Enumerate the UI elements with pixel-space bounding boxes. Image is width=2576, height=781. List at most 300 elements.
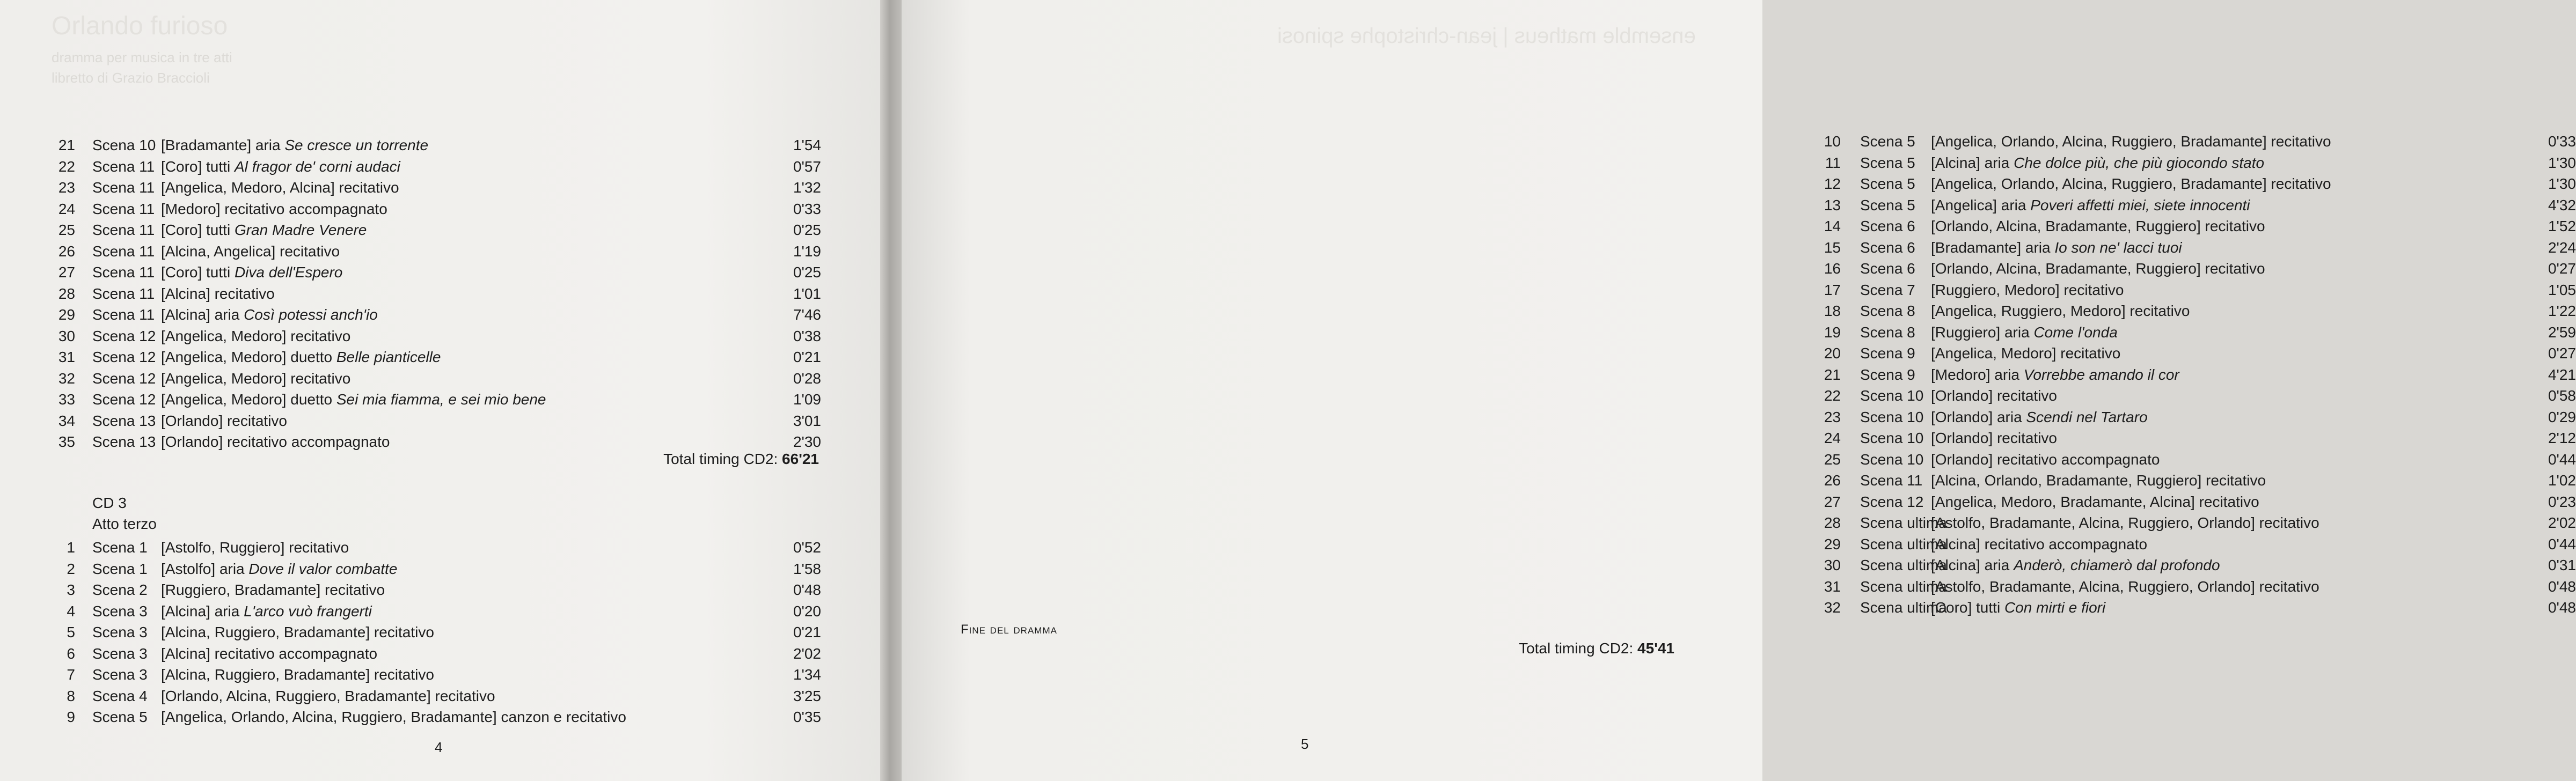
track-row: [1819, 216, 2576, 237]
track-description: [161, 664, 434, 686]
track-duration: 0'33: [2548, 133, 2576, 150]
track-number: 25: [1824, 451, 1841, 468]
track-list-cd2-act2: [54, 135, 821, 453]
track-description: [1931, 195, 2250, 216]
track-duration: 1'02: [2548, 472, 2576, 489]
track-number: 31: [1824, 578, 1841, 595]
track-row: [1819, 300, 2576, 322]
track-scene: Scena 11: [1860, 472, 1923, 489]
track-scene: Scena 4: [92, 687, 148, 704]
track-roles: [Alcina] aria: [161, 306, 244, 323]
track-list-cd3-continued: [1819, 131, 2576, 618]
track-roles: [Angelica, Orlando, Alcina, Ruggiero, Bradamante] recitativo: [1931, 133, 2331, 150]
total-timing-label: Total timing CD2:: [1519, 640, 1638, 657]
track-row: [54, 643, 821, 665]
track-title-italic: Così potessi anch'io: [244, 306, 378, 323]
track-title-italic: Sei mia fiamma, e sei mio bene: [336, 391, 546, 408]
track-description: [1931, 470, 2266, 491]
track-title-italic: Dove il valor combatte: [248, 560, 398, 577]
track-duration: 1'22: [2548, 303, 2576, 319]
track-scene: Scena 13: [92, 412, 156, 429]
track-row: [1819, 407, 2576, 428]
track-title-italic: Io son ne' lacci tuoi: [2054, 239, 2182, 256]
track-roles: [Bradamante] aria: [1931, 239, 2055, 256]
track-number: 3: [67, 581, 75, 598]
track-roles: [Angelica, Medoro] duetto: [161, 391, 336, 408]
track-scene: Scena ultima: [1860, 535, 1947, 552]
track-scene: Scena 11: [92, 242, 155, 260]
track-number: 29: [58, 306, 75, 323]
track-number: 19: [1824, 323, 1841, 341]
track-number: 22: [58, 158, 75, 175]
track-roles: [Medoro] aria: [1931, 366, 2024, 383]
track-scene: Scena 13: [92, 433, 156, 450]
track-description: [1931, 131, 2331, 152]
total-timing-value: 45'41: [1637, 640, 1674, 657]
track-description: [1931, 343, 2120, 364]
track-title-italic: Anderò, chiamerò dal profondo: [2014, 557, 2220, 573]
track-duration: 1'05: [2548, 281, 2576, 298]
track-number: 5: [67, 624, 75, 640]
track-roles: [Alcina] recitativo accompagnato: [161, 645, 378, 662]
track-roles: [Alcina, Angelica] recitativo: [161, 242, 340, 260]
track-number: 17: [1824, 281, 1841, 298]
track-duration: 2'30: [793, 433, 821, 450]
track-number: 18: [1824, 303, 1841, 319]
track-scene: Scena 8: [1860, 323, 1915, 341]
track-number: 31: [58, 349, 75, 365]
track-description: [161, 537, 349, 558]
track-title-italic: Se cresce un torrente: [284, 137, 429, 153]
track-duration: 0'27: [2548, 345, 2576, 362]
track-description: [161, 601, 372, 622]
track-description: [1931, 322, 2118, 343]
track-scene: Scena 11: [92, 285, 155, 302]
track-roles: [Orlando] recitativo: [161, 412, 287, 429]
track-row: [1819, 343, 2576, 364]
track-scene: Scena 10: [1860, 387, 1924, 404]
track-scene: Scena 11: [92, 222, 155, 238]
track-number: 35: [58, 433, 75, 450]
track-row: [54, 304, 821, 326]
track-row: [54, 262, 821, 283]
track-description: [161, 368, 350, 389]
track-roles: [Angelica, Orlando, Alcina, Ruggiero, Bradamante] canzon e recitativo: [161, 709, 626, 725]
track-row: [54, 135, 821, 156]
track-row: [1819, 534, 2576, 555]
track-row: [54, 241, 821, 262]
track-duration: 0'23: [2548, 493, 2576, 510]
track-duration: 7'46: [793, 306, 821, 323]
track-duration: 2'24: [2548, 239, 2576, 256]
track-roles: [Ruggiero, Medoro] recitativo: [1931, 281, 2124, 298]
track-scene: Scena ultima: [1860, 514, 1947, 531]
track-duration: 0'31: [2548, 557, 2576, 573]
track-scene: Scena 3: [92, 624, 148, 640]
track-scene: Scena 10: [1860, 430, 1924, 446]
track-scene: Scena 11: [92, 158, 155, 175]
track-scene: Scena 6: [1860, 260, 1915, 277]
track-roles: [Alcina] aria: [1931, 154, 2014, 171]
track-row: [54, 219, 821, 241]
track-roles: [Ruggiero] aria: [1931, 323, 2034, 341]
track-description: [161, 558, 397, 580]
track-roles: [Angelica, Medoro, Bradamante, Alcina] recitativo: [1931, 493, 2259, 510]
track-row: [1819, 237, 2576, 259]
track-number: 29: [1824, 535, 1841, 552]
track-row: [1819, 152, 2576, 174]
act-heading: Atto terzo: [92, 515, 157, 532]
show-through-title: Orlando furioso: [52, 12, 228, 40]
track-row: [1819, 364, 2576, 386]
track-description: [161, 431, 390, 453]
track-roles: [Angelica, Ruggiero, Medoro] recitativo: [1931, 303, 2190, 319]
track-description: [1931, 237, 2182, 259]
track-row: [54, 326, 821, 347]
track-number: 9: [67, 709, 75, 725]
track-roles: [Orlando] recitativo: [1931, 430, 2057, 446]
track-title-italic: Scendi nel Tartaro: [2026, 408, 2148, 425]
track-row: [1819, 597, 2576, 618]
track-duration: 4'21: [2548, 366, 2576, 383]
track-number: 2: [67, 560, 75, 577]
track-number: 24: [58, 200, 75, 217]
track-description: [1931, 258, 2265, 279]
track-duration: 0'35: [793, 709, 821, 725]
track-description: [161, 304, 378, 326]
booklet-spine: [880, 0, 902, 781]
show-through-line: dramma per musica in tre atti: [52, 49, 232, 65]
track-number: 33: [58, 391, 75, 408]
track-scene: Scena 5: [1860, 133, 1915, 150]
track-duration: 3'01: [793, 412, 821, 429]
track-description: [1931, 407, 2148, 428]
track-scene: Scena 5: [92, 709, 148, 725]
track-title-italic: Poveri affetti miei, siete innocenti: [2030, 196, 2250, 213]
track-description: [161, 241, 340, 262]
track-number: 16: [1824, 260, 1841, 277]
track-duration: 0'48: [2548, 599, 2576, 616]
track-roles: [Orlando] recitativo accompagnato: [161, 433, 390, 450]
track-duration: 1'54: [793, 137, 821, 153]
track-row: [54, 664, 821, 686]
track-description: [1931, 555, 2220, 576]
track-title-italic: Belle pianticelle: [336, 349, 441, 365]
track-number: 21: [1824, 366, 1841, 383]
total-timing-label: Total timing CD2:: [663, 451, 782, 467]
track-duration: 0'29: [2548, 408, 2576, 425]
track-row: [1819, 449, 2576, 470]
track-description: [1931, 512, 2319, 534]
track-row: [1819, 555, 2576, 576]
track-duration: 0'27: [2548, 260, 2576, 277]
track-roles: [Coro] tutti: [1931, 599, 2004, 616]
track-description: [161, 198, 387, 220]
track-number: 26: [1824, 472, 1841, 489]
track-roles: [Alcina] recitativo: [161, 285, 275, 302]
track-duration: 0'28: [793, 370, 821, 387]
track-description: [1931, 534, 2147, 555]
track-scene: Scena 3: [92, 645, 148, 662]
track-roles: [Orlando, Alcina, Bradamante, Ruggiero] recitativo: [1931, 218, 2265, 234]
track-description: [1931, 279, 2124, 301]
track-scene: Scena 5: [1860, 154, 1915, 171]
track-roles: [Astolfo, Bradamante, Alcina, Ruggiero, Orlando] recitativo: [1931, 578, 2319, 595]
track-row: [54, 537, 821, 558]
track-roles: [Angelica, Orlando, Alcina, Ruggiero, Bradamante] recitativo: [1931, 175, 2331, 192]
track-scene: Scena 11: [92, 306, 155, 323]
track-scene: Scena 11: [92, 264, 155, 281]
track-number: 12: [1824, 175, 1841, 192]
track-number: 32: [58, 370, 75, 387]
track-row: [54, 156, 821, 178]
track-row: [1819, 491, 2576, 513]
track-roles: [Orlando] recitativo: [1931, 387, 2057, 404]
track-number: 24: [1824, 430, 1841, 446]
track-duration: 0'57: [793, 158, 821, 175]
track-scene: Scena 11: [92, 200, 155, 217]
track-duration: 0'38: [793, 327, 821, 344]
track-number: 20: [1824, 345, 1841, 362]
track-scene: Scena 11: [92, 179, 155, 196]
track-roles: [Orlando] recitativo accompagnato: [1931, 451, 2160, 468]
track-description: [161, 686, 495, 707]
track-scene: Scena 12: [92, 391, 156, 408]
track-duration: 0'48: [2548, 578, 2576, 595]
track-number: 1: [67, 539, 75, 556]
track-duration: 2'02: [2548, 514, 2576, 531]
track-roles: [Angelica, Medoro] recitativo: [161, 370, 351, 387]
track-row: [54, 579, 821, 601]
track-roles: [Angelica, Medoro, Alcina] recitativo: [161, 179, 399, 196]
track-roles: [Ruggiero, Bradamante] recitativo: [161, 581, 385, 598]
track-number: 22: [1824, 387, 1841, 404]
track-scene: Scena 5: [1860, 196, 1915, 213]
track-number: 21: [58, 137, 75, 153]
track-roles: [Coro] tutti: [161, 222, 235, 238]
track-scene: Scena 1: [92, 560, 148, 577]
track-roles: [Orlando, Alcina, Bradamante, Ruggiero] recitativo: [1931, 260, 2265, 277]
track-number: 28: [58, 285, 75, 302]
track-row: [54, 368, 821, 389]
track-duration: 2'59: [2548, 323, 2576, 341]
track-duration: 1'09: [793, 391, 821, 408]
track-row: [54, 706, 821, 728]
track-number: 11: [1825, 154, 1841, 171]
track-title-italic: Al fragor de' corni audaci: [234, 158, 400, 175]
track-number: 28: [1824, 514, 1841, 531]
track-description: [161, 410, 287, 432]
track-row: [54, 198, 821, 220]
track-row: [54, 347, 821, 368]
track-description: [1931, 216, 2265, 237]
track-roles: [Coro] tutti: [161, 264, 235, 281]
track-number: 15: [1824, 239, 1841, 256]
track-scene: Scena 7: [1860, 281, 1915, 298]
track-duration: 4'32: [2548, 196, 2576, 213]
track-roles: [Angelica, Medoro] recitativo: [161, 327, 351, 344]
track-roles: [Astolfo] aria: [161, 560, 249, 577]
track-number: 6: [67, 645, 75, 662]
track-scene: Scena ultima: [1860, 599, 1947, 616]
track-description: [161, 643, 377, 665]
track-row: [1819, 195, 2576, 216]
total-timing-cd2: [663, 451, 819, 468]
track-row: [1819, 322, 2576, 343]
track-roles: [Angelica] aria: [1931, 196, 2031, 213]
track-description: [161, 262, 342, 283]
track-description: [161, 135, 428, 156]
show-through-heading: ensemble matheus | jean-christophe spinosi: [1277, 24, 1696, 48]
track-description: [1931, 576, 2319, 598]
track-description: [161, 706, 626, 728]
track-description: [1931, 300, 2190, 322]
track-description: [161, 177, 399, 198]
track-duration: 2'02: [793, 645, 821, 662]
track-roles: [Medoro] recitativo accompagnato: [161, 200, 387, 217]
track-description: [161, 622, 434, 643]
track-roles: [Coro] tutti: [161, 158, 235, 175]
track-duration: 0'52: [793, 539, 821, 556]
track-description: [1931, 449, 2160, 470]
track-duration: 0'25: [793, 264, 821, 281]
track-description: [1931, 152, 2264, 174]
track-description: [161, 389, 546, 410]
track-scene: Scena 2: [92, 581, 148, 598]
track-scene: Scena 9: [1860, 366, 1915, 383]
track-roles: [Alcina, Ruggiero, Bradamante] recitativo: [161, 666, 434, 683]
track-number: 7: [67, 666, 75, 683]
track-row: [54, 601, 821, 622]
track-scene: Scena ultima: [1860, 578, 1947, 595]
booklet-page-right: [902, 0, 2576, 781]
track-description: [161, 326, 350, 347]
track-number: 34: [58, 412, 75, 429]
track-row: [1819, 576, 2576, 598]
track-row: [1819, 512, 2576, 534]
track-description: [161, 156, 400, 178]
track-duration: 0'20: [793, 602, 821, 620]
track-duration: 1'19: [793, 242, 821, 260]
track-description: [161, 579, 385, 601]
track-description: [1931, 491, 2259, 513]
track-scene: Scena 3: [92, 602, 148, 620]
track-duration: 0'44: [2548, 535, 2576, 552]
track-row: [1819, 173, 2576, 195]
track-duration: 0'21: [793, 349, 821, 365]
track-roles: [Astolfo, Bradamante, Alcina, Ruggiero, Orlando] recitativo: [1931, 514, 2319, 531]
track-number: 25: [58, 222, 75, 238]
track-title-italic: Come l'onda: [2033, 323, 2118, 341]
track-row: [54, 622, 821, 643]
track-title-italic: Vorrebbe amando il cor: [2023, 366, 2179, 383]
track-row: [54, 686, 821, 707]
track-row: [1819, 385, 2576, 407]
track-description: [161, 347, 441, 368]
booklet-page-left: [0, 0, 880, 781]
track-description: [1931, 173, 2331, 195]
track-description: [161, 283, 275, 305]
track-number: 23: [58, 179, 75, 196]
track-roles: [Bradamante] aria: [161, 137, 285, 153]
track-description: [1931, 597, 2105, 618]
track-duration: 3'25: [793, 687, 821, 704]
track-row: [54, 431, 821, 453]
track-duration: 1'30: [2548, 154, 2576, 171]
track-scene: Scena 3: [92, 666, 148, 683]
track-title-italic: Con mirti e fiori: [2004, 599, 2106, 616]
track-number: 23: [1824, 408, 1841, 425]
track-row: [54, 283, 821, 305]
track-number: 32: [1824, 599, 1841, 616]
track-duration: 1'58: [793, 560, 821, 577]
track-row: [1819, 131, 2576, 152]
track-scene: Scena 5: [1860, 175, 1915, 192]
track-duration: 0'48: [793, 581, 821, 598]
track-duration: 1'32: [793, 179, 821, 196]
track-scene: Scena 12: [92, 370, 156, 387]
track-row: [54, 558, 821, 580]
track-row: [1819, 258, 2576, 279]
track-duration: 1'34: [793, 666, 821, 683]
track-row: [1819, 428, 2576, 449]
track-row: [54, 389, 821, 410]
track-title-italic: Diva dell'Espero: [234, 264, 343, 281]
track-scene: Scena 6: [1860, 239, 1915, 256]
track-duration: 1'01: [793, 285, 821, 302]
track-number: 27: [58, 264, 75, 281]
track-roles: [Alcina, Ruggiero, Bradamante] recitativo: [161, 624, 434, 640]
track-duration: 1'30: [2548, 175, 2576, 192]
track-number: 4: [67, 602, 75, 620]
show-through-line: libretto di Grazio Braccioli: [52, 70, 210, 86]
track-row: [1819, 470, 2576, 491]
track-roles: [Astolfo, Ruggiero] recitativo: [161, 539, 349, 556]
track-number: 30: [1824, 557, 1841, 573]
page-number: 4: [435, 739, 443, 755]
track-scene: Scena 12: [92, 349, 156, 365]
track-description: [1931, 385, 2057, 407]
track-scene: Scena 12: [92, 327, 156, 344]
track-duration: 0'58: [2548, 387, 2576, 404]
track-roles: [Orlando] aria: [1931, 408, 2026, 425]
track-duration: 0'33: [793, 200, 821, 217]
track-number: 27: [1824, 493, 1841, 510]
track-number: 30: [58, 327, 75, 344]
track-number: 26: [58, 242, 75, 260]
track-duration: 2'12: [2548, 430, 2576, 446]
track-description: [1931, 364, 2179, 386]
fine-del-dramma: Fine del dramma: [961, 622, 1057, 637]
track-scene: Scena 1: [92, 539, 148, 556]
track-number: 10: [1824, 133, 1841, 150]
total-timing-cd2-right: [1519, 640, 1674, 657]
cd3-heading: CD 3: [92, 495, 127, 511]
track-roles: [Orlando, Alcina, Ruggiero, Bradamante] recitativo: [161, 687, 495, 704]
track-duration: 0'44: [2548, 451, 2576, 468]
track-roles: [Alcina, Orlando, Bradamante, Ruggiero] recitativo: [1931, 472, 2266, 489]
track-title-italic: L'arco vuò frangerti: [244, 602, 372, 620]
track-scene: Scena 10: [1860, 451, 1924, 468]
track-number: 14: [1824, 218, 1841, 234]
track-roles: [Angelica, Medoro] recitativo: [1931, 345, 2121, 362]
track-scene: Scena 9: [1860, 345, 1915, 362]
page-number: 5: [1301, 736, 1309, 752]
track-description: [161, 219, 367, 241]
track-duration: 0'21: [793, 624, 821, 640]
track-title-italic: Che dolce più, che più giocondo stato: [2014, 154, 2265, 171]
track-roles: [Angelica, Medoro] duetto: [161, 349, 336, 365]
